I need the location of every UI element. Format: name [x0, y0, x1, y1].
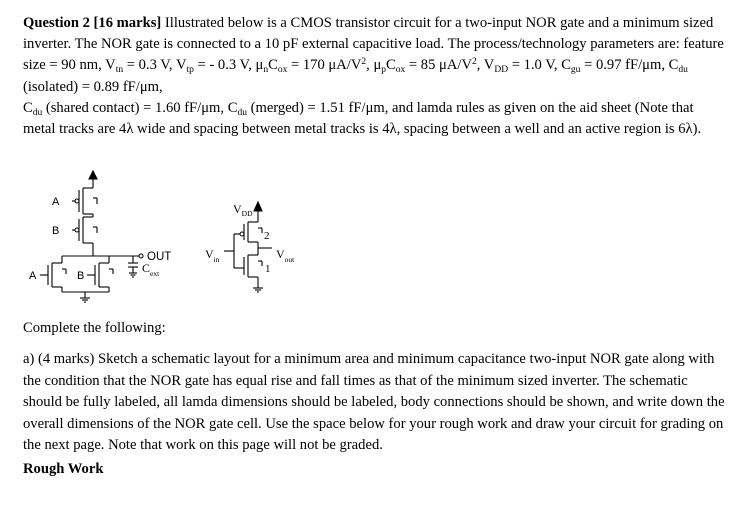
- inv-nmos-size-label: 1: [265, 263, 271, 275]
- cdu-merged-param: $C_{du}$ (merged) = 1.51 fF/μm, and lamda rules as given on the aid sheet (Note that metal tracks are 4λ wide and spacing between metal tracks is 4λ, spacing between a well and an active region is 6λ).: [23, 99, 702, 138]
- nor-gate-schematic: [29, 171, 171, 302]
- nor-input-b-top-label: B: [52, 225, 60, 237]
- cdu-shared-param: $C_{du}$ (shared contact) = 1.60 fF/μm,: [23, 99, 225, 118]
- inv-ground-icon: [253, 288, 263, 292]
- inv-vdd-arrow-icon: [254, 202, 262, 211]
- nmos-transistor-a: [40, 263, 66, 287]
- question-heading: Question 2 [16 marks]: [23, 15, 162, 31]
- vtp-param: $V_{tp}$ = - 0.3 V,: [175, 57, 252, 76]
- pmos-transistor-a: [72, 188, 97, 214]
- inverter-pmos: [240, 222, 262, 242]
- nor-ground-icon: [80, 298, 90, 302]
- inv-vin-label: $V_{in}$: [205, 247, 220, 264]
- rough-work-heading: Rough Work: [23, 461, 104, 477]
- cgu-param: $C_{gu} = 0.97$ fF/μm,: [561, 57, 665, 76]
- nor-output-label: OUT: [147, 251, 172, 263]
- cap-label: $C_{ext}$: [142, 261, 160, 278]
- vtn-param: $V_{tn} = 0.3$ V,: [105, 57, 173, 76]
- nmos-transistor-b: [87, 263, 113, 287]
- uncox-param: $\mu_nC_{ox} = 170$ $\mu A/V^2$,: [255, 57, 370, 76]
- question-intro: Illustrated below is a CMOS transistor circuit for a two-input NOR gate and a minimum sized inverter. The NOR gate is connected to a 10 pF external capacitive load. The process/technology parameters are: feature size = 90 nm,: [23, 15, 724, 74]
- nor-input-a-top-label: A: [52, 196, 60, 208]
- output-terminal-icon: [139, 254, 143, 258]
- inv-vout-label: $V_{out}$: [276, 247, 295, 264]
- upcox-param: $\mu_pC_{ox} = 85$ $\mu A/V^2$,: [373, 57, 481, 76]
- nor-input-b-bottom-label: B: [77, 270, 85, 282]
- part-a-text: a) (4 marks) Sketch a schematic layout for a minimum area and minimum capacitance two-input NOR gate along with the condition that the NOR gate has equal rise and fall times as that of the minimum sized inverter. The schematic should be fully labeled, all lamda dimensions should be labeled, body connections should be shown, and write down the overall dimensions of the NOR gate cell. Use the space below for your rough work and draw your circuit for grading on the next page. Note that work on this page will not be graded.: [23, 351, 725, 453]
- cdu-isolated-param: $C_{du}$ (isolated) = 0.89 fF/μm,: [23, 57, 688, 95]
- inverter-schematic: [205, 202, 295, 292]
- capacitor-symbol: [128, 256, 138, 277]
- vdd-param: $V_{DD} = 1.0$ V,: [483, 57, 558, 76]
- circuit-diagrams: [0, 160, 738, 310]
- question-paragraph: [23, 13, 729, 140]
- inv-pmos-size-label: 2: [264, 230, 270, 242]
- nor-vdd-arrow-icon: [89, 171, 97, 179]
- inv-vdd-label: $V_{DD}$: [233, 202, 253, 218]
- pmos-transistor-b: [72, 217, 97, 243]
- inverter-nmos: [234, 255, 262, 277]
- nor-input-a-bottom-label: A: [29, 270, 37, 282]
- complete-instruction: Complete the following:: [23, 320, 166, 336]
